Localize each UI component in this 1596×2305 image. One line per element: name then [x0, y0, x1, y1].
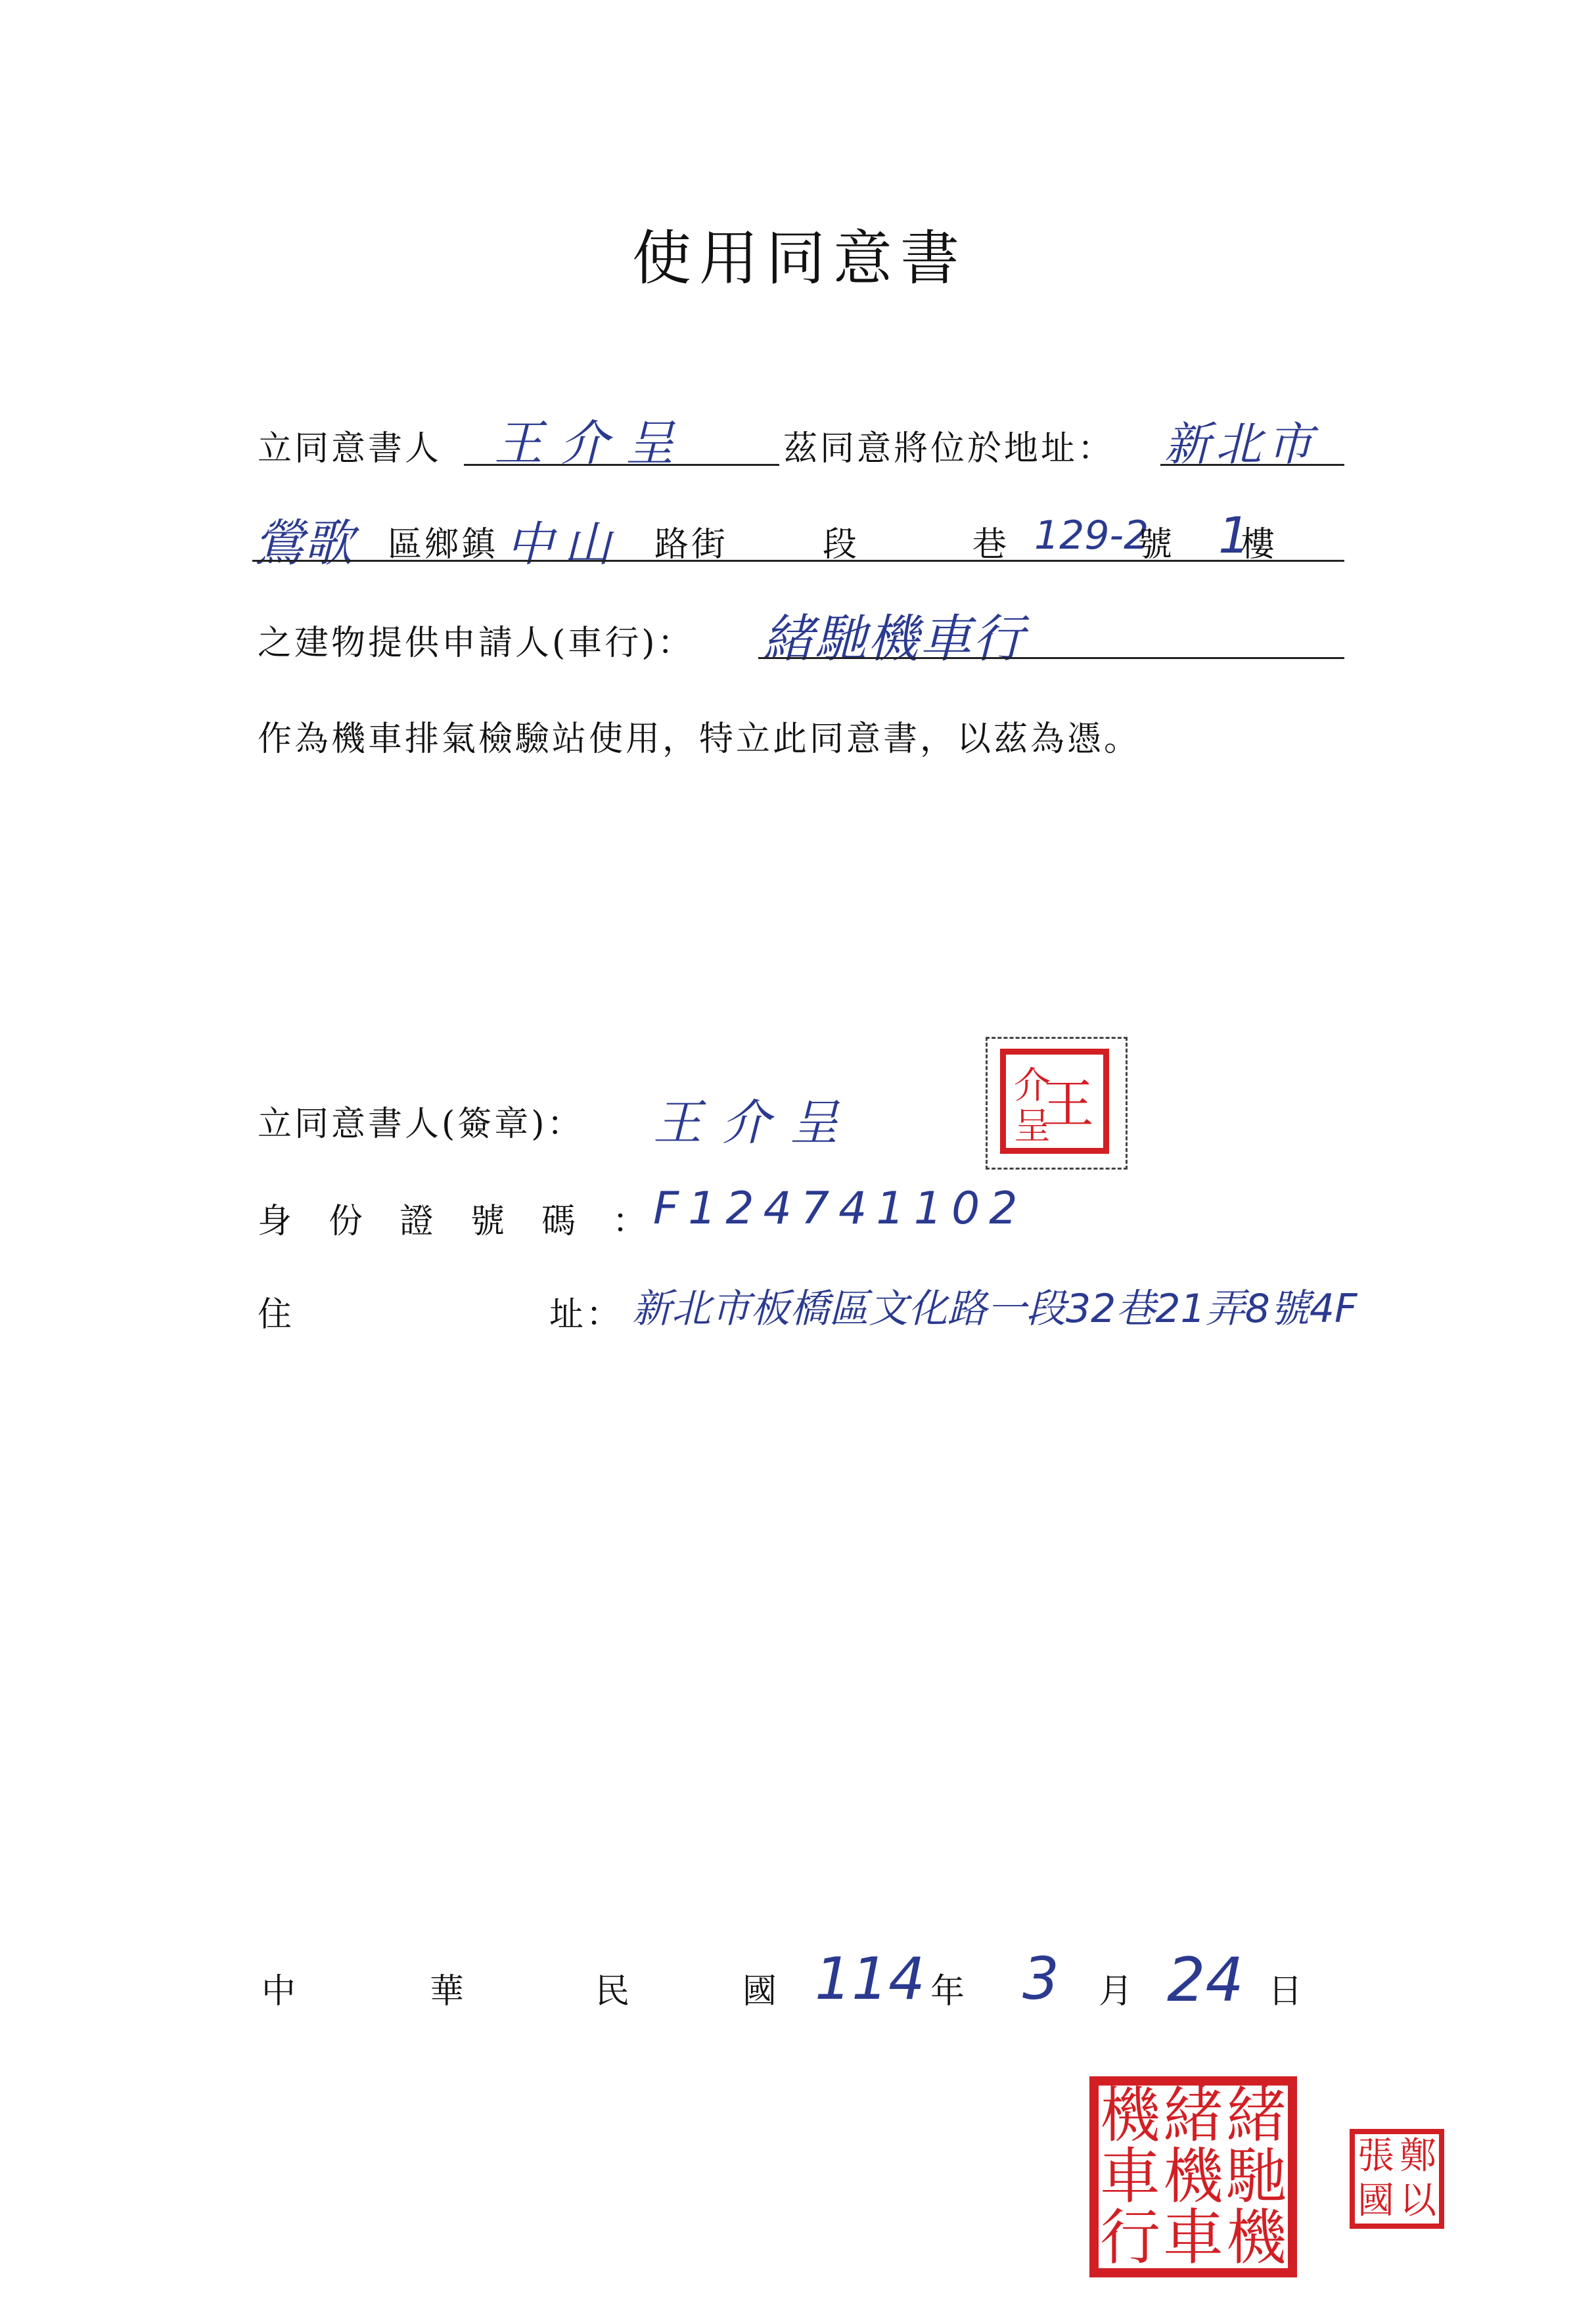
- company-seal-char: 機: [1225, 2202, 1287, 2273]
- representative-seal-char: 以: [1400, 2179, 1436, 2222]
- underline-name: [464, 464, 779, 466]
- handwritten-name: 王介呈: [494, 415, 691, 472]
- handwritten-floor: 1: [1218, 506, 1250, 564]
- label-year: 年: [930, 1972, 968, 2011]
- company-seal-char: 緒: [1162, 2080, 1223, 2151]
- underline-company: [758, 657, 1344, 659]
- handwritten-id-number: F124741102: [653, 1183, 1027, 1235]
- label-agree-address: 茲同意將位於地址：: [783, 429, 1115, 468]
- label-address-2: 址：: [549, 1295, 624, 1335]
- handwritten-company: 緒馳機車行: [762, 610, 1026, 669]
- company-seal-char: 機: [1162, 2141, 1223, 2212]
- label-consenter: 立同意書人: [258, 429, 442, 468]
- personal-seal: [1000, 1049, 1109, 1154]
- handwritten-road: 中山: [506, 516, 622, 572]
- label-address-1: 住: [258, 1295, 295, 1335]
- handwritten-year: 114: [815, 1945, 925, 2013]
- handwritten-number: 129-2: [1034, 513, 1149, 559]
- handwritten-month: 3: [1022, 1945, 1059, 2013]
- label-id-number: 身份證號碼：: [258, 1202, 684, 1241]
- underline-city: [1160, 464, 1344, 466]
- label-day: 日: [1268, 1972, 1306, 2011]
- representative-seal: [1350, 2129, 1444, 2229]
- label-floor: 樓: [1241, 525, 1278, 564]
- label-signature: 立同意書人(簽章)：: [258, 1105, 584, 1144]
- purpose-statement: 作為機車排氣檢驗站使用，特立此同意書，以茲為憑。: [258, 719, 1141, 759]
- representative-seal-char: 張: [1357, 2135, 1394, 2178]
- company-seal-char: 車: [1162, 2202, 1223, 2273]
- handwritten-signature: 王介呈: [653, 1095, 858, 1151]
- company-seal: [1089, 2076, 1297, 2277]
- representative-seal-char: 國: [1357, 2179, 1394, 2222]
- company-seal-char: 緒: [1225, 2080, 1287, 2151]
- document-title: 使用同意書: [632, 224, 967, 293]
- label-district: 區鄉鎮: [388, 525, 499, 564]
- handwritten-district: 鶯歌: [254, 514, 353, 572]
- personal-seal-char-1: 王: [1041, 1074, 1094, 1135]
- label-lane: 巷: [972, 525, 1010, 564]
- representative-seal-char: 鄭: [1400, 2135, 1436, 2178]
- label-number: 號: [1138, 525, 1175, 564]
- date-char-guo: 國: [742, 1972, 780, 2011]
- label-applicant: 之建物提供申請人(車行)：: [258, 624, 695, 663]
- company-seal-char: 機: [1099, 2080, 1160, 2151]
- label-road: 路街: [654, 525, 729, 564]
- underline-address: [252, 560, 1344, 562]
- label-month: 月: [1099, 1972, 1136, 2011]
- label-section: 段: [823, 525, 860, 564]
- handwritten-address: 新北市板橋區文化路一段32巷21弄8號4F: [632, 1286, 1357, 1332]
- date-char-min: 民: [595, 1972, 633, 2011]
- date-char-zhong: 中: [262, 1972, 299, 2011]
- handwritten-city: 新北市: [1164, 417, 1318, 471]
- personal-seal-char-2: 介: [1014, 1064, 1051, 1107]
- handwritten-day: 24: [1167, 1945, 1244, 2015]
- company-seal-char: 車: [1099, 2141, 1160, 2212]
- personal-seal-char-3: 呈: [1014, 1105, 1051, 1148]
- date-char-hua: 華: [430, 1972, 467, 2011]
- company-seal-char: 馳: [1225, 2141, 1287, 2212]
- company-seal-char: 行: [1099, 2202, 1160, 2273]
